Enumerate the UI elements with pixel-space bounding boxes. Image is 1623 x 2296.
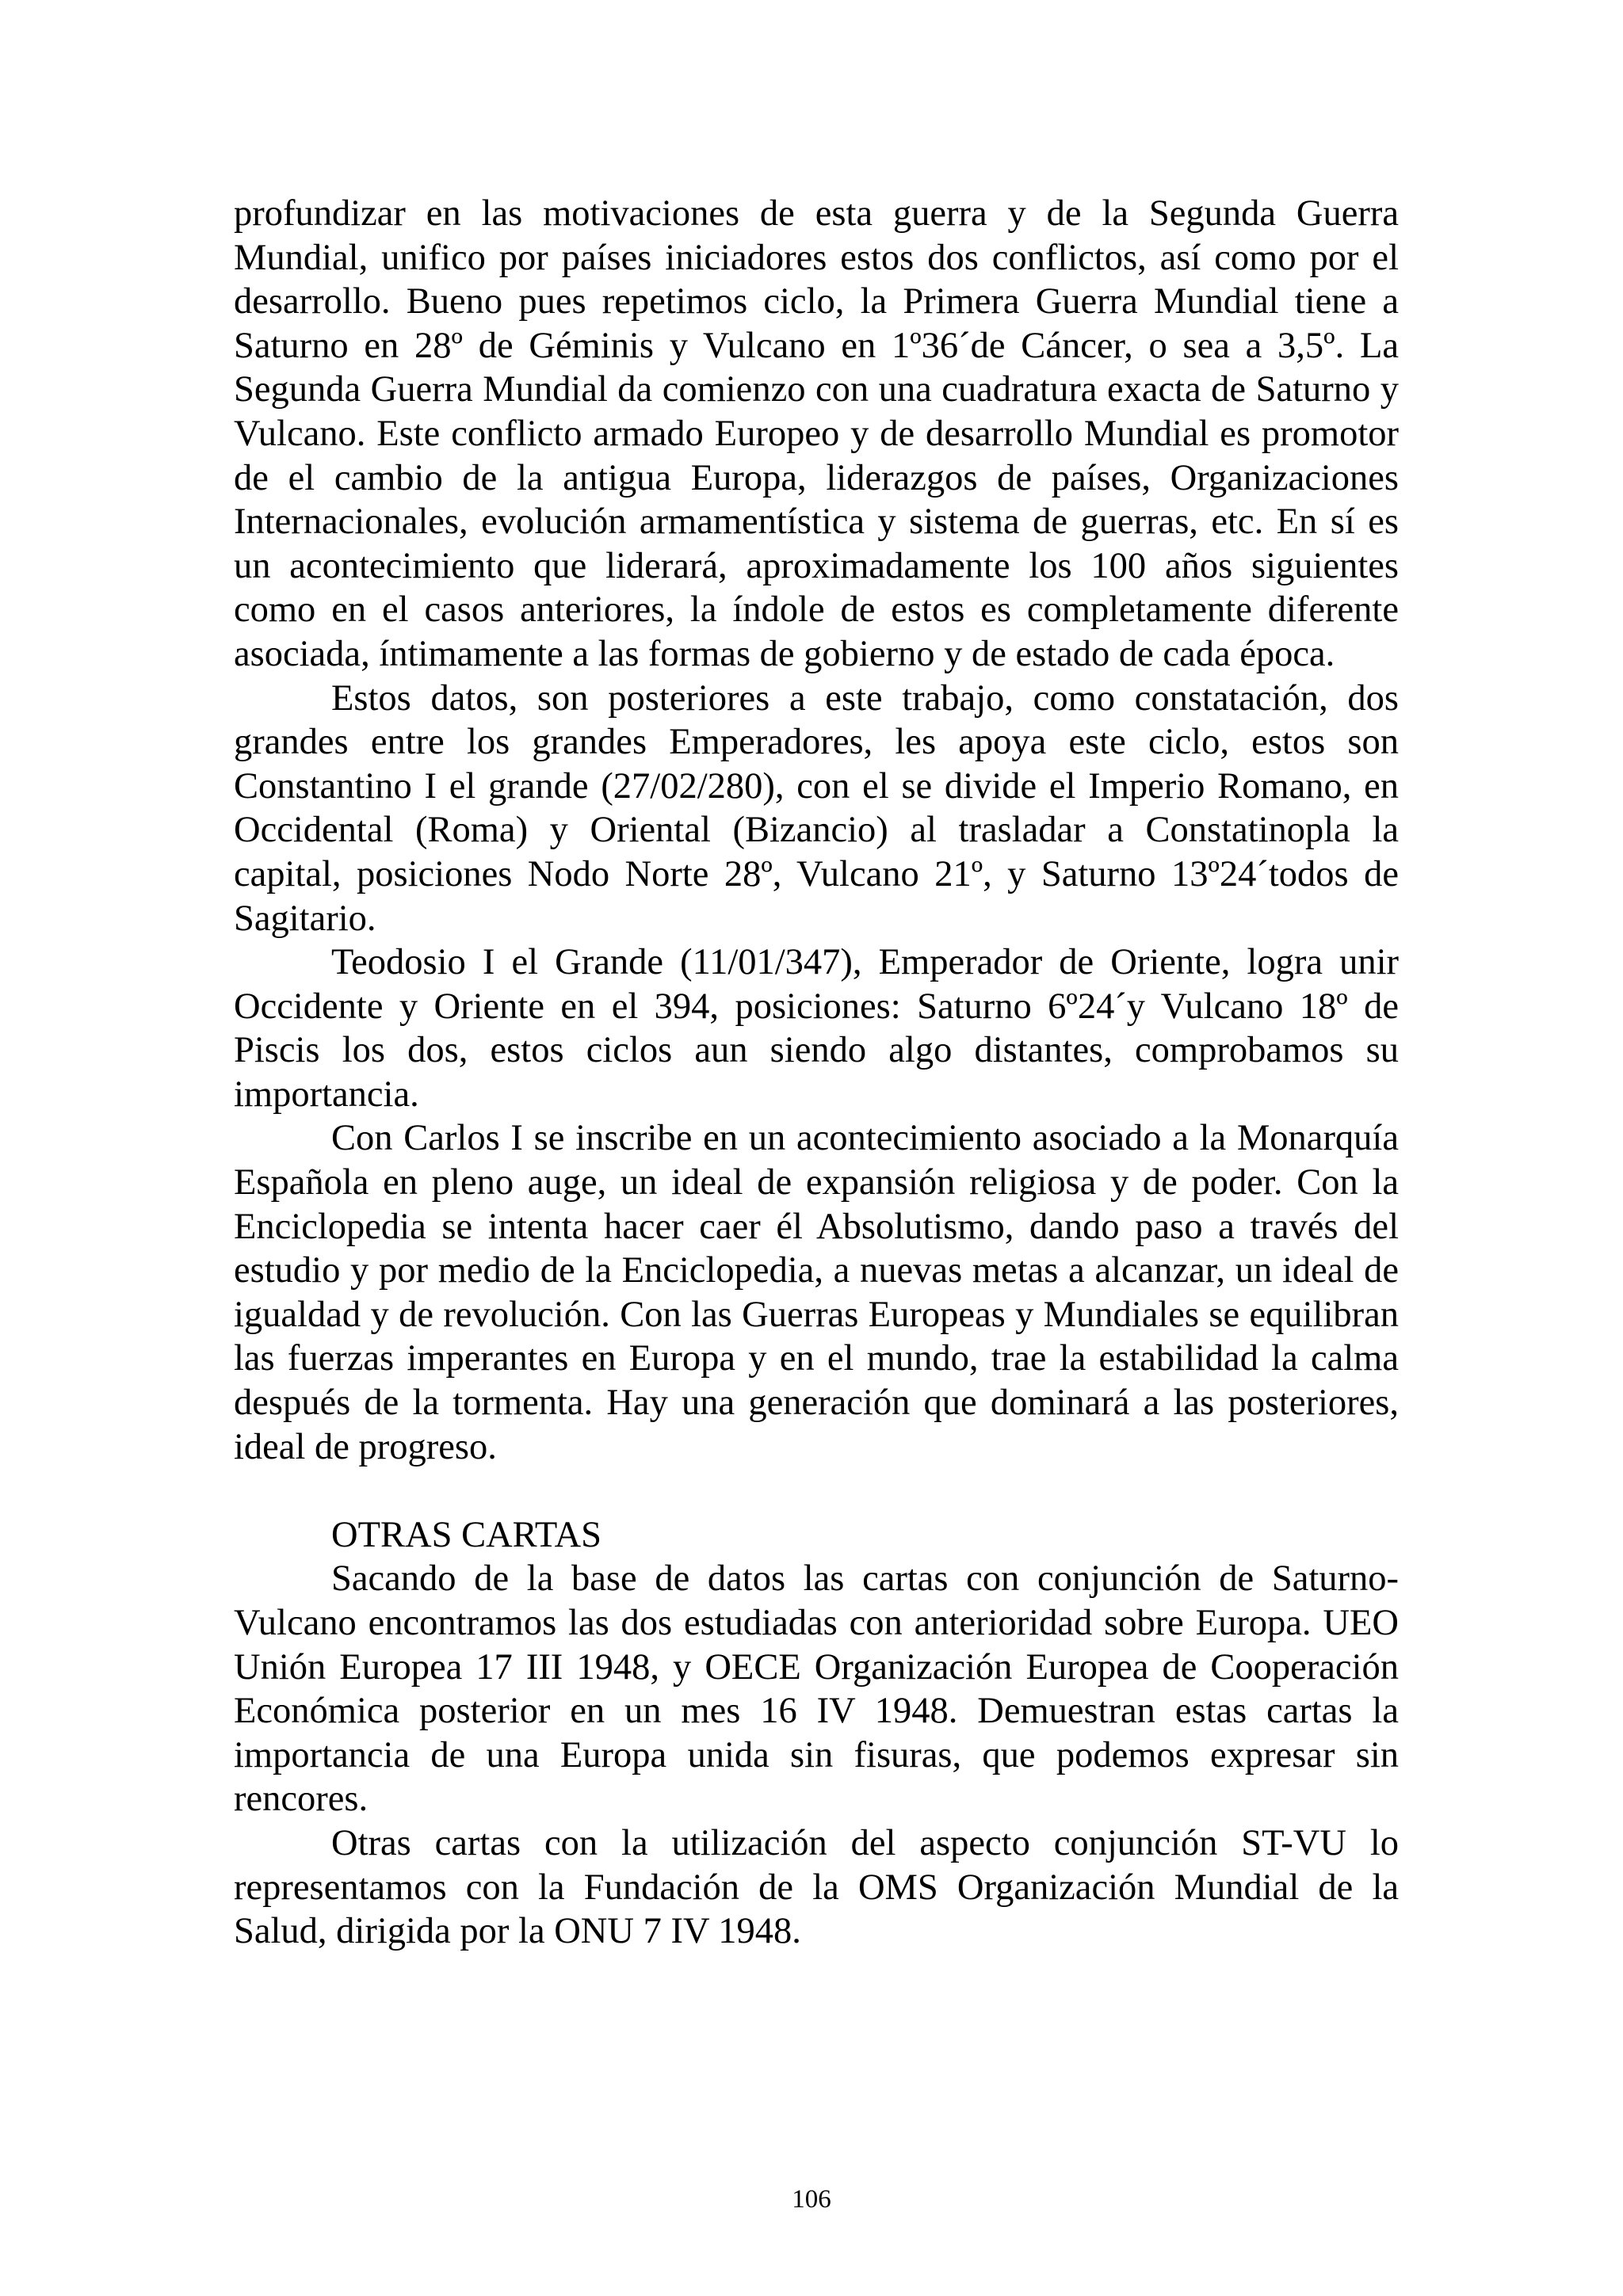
page-body	[234, 192, 1399, 1954]
section-paragraph-2: Otras cartas con la utilización del aspecto conjunción ST-VU lo representamos con la Fundación de la OMS Organización Mundial de la Salud, dirigida por la ONU 7 IV 1948.	[234, 1822, 1399, 1952]
paragraph-2: Estos datos, son posteriores a este trabajo, como constatación, dos grandes entre los grandes Emperadores, les apoya este ciclo, estos son Constantino I el grande (27/02/280), con el se divide el Imperio Romano, en Occidental (Roma) y Oriental (Bizancio) al trasladar a Constatinopla la capital, posiciones Nodo Norte 28º, Vulcano 21º, y Saturno 13º24´todos de Sagitario.	[234, 677, 1399, 939]
paragraph-3: Teodosio I el Grande (11/01/347), Emperador de Oriente, logra unir Occidente y Oriente en el 394, posiciones: Saturno 6º24´y Vulcano 18º de Piscis los dos, estos ciclos aun siendo algo distantes, comprobamos su importancia.	[234, 942, 1399, 1115]
section-heading: OTRAS CARTAS	[331, 1514, 602, 1555]
paragraph-4: Con Carlos I se inscribe en un acontecimiento asociado a la Monarquía Española en pleno auge, un ideal de expansión religiosa y de poder. Con la Enciclopedia se intenta hacer caer él Absolutismo, dando paso a través del estudio y por medio de la Enciclopedia, a nuevas metas a alcanzar, un ideal de igualdad y de revolución. Con las Guerras Europeas y Mundiales se equilibran las fuerzas imperantes en Europa y en el mundo, trae la estabilidad la calma después de la tormenta. Hay una generación que dominará a las posteriores, ideal de progreso.	[234, 1118, 1399, 1467]
page-number: 106	[792, 2185, 831, 2214]
section-spacer	[234, 1469, 1399, 1513]
section-paragraph-1: Sacando de la base de datos las cartas con conjunción de Saturno-Vulcano encontramos las dos estudiadas con anterioridad sobre Europa. UEO Unión Europea 17 III 1948, y OECE Organización Europea de Cooperación Económica posterior en un mes 16 IV 1948. Demuestran estas cartas la importancia de una Europa unida sin fisuras, que podemos expresar sin rencores.	[234, 1558, 1399, 1820]
paragraph-1-continued: profundizar en las motivaciones de esta guerra y de la Segunda Guerra Mundial, unifico por países iniciadores estos dos conflictos, así como por el desarrollo. Bueno pues repetimos ciclo, la Primera Guerra Mundial tiene a Saturno en 28º de Géminis y Vulcano en 1º36´de Cáncer, o sea a 3,5º. La Segunda Guerra Mundial da comienzo con una cuadratura exacta de Saturno y Vulcano. Este conflicto armado Europeo y de desarrollo Mundial es promotor de el cambio de la antigua Europa, liderazgos de países, Organizaciones Internacionales, evolución armamentística y sistema de guerras, etc. En sí es un acontecimiento que liderará, aproximadamente los 100 años siguientes como en el casos anteriores, la índole de estos es completamente diferente asociada, íntimamente a las formas de gobierno y de estado de cada época.	[234, 193, 1399, 674]
